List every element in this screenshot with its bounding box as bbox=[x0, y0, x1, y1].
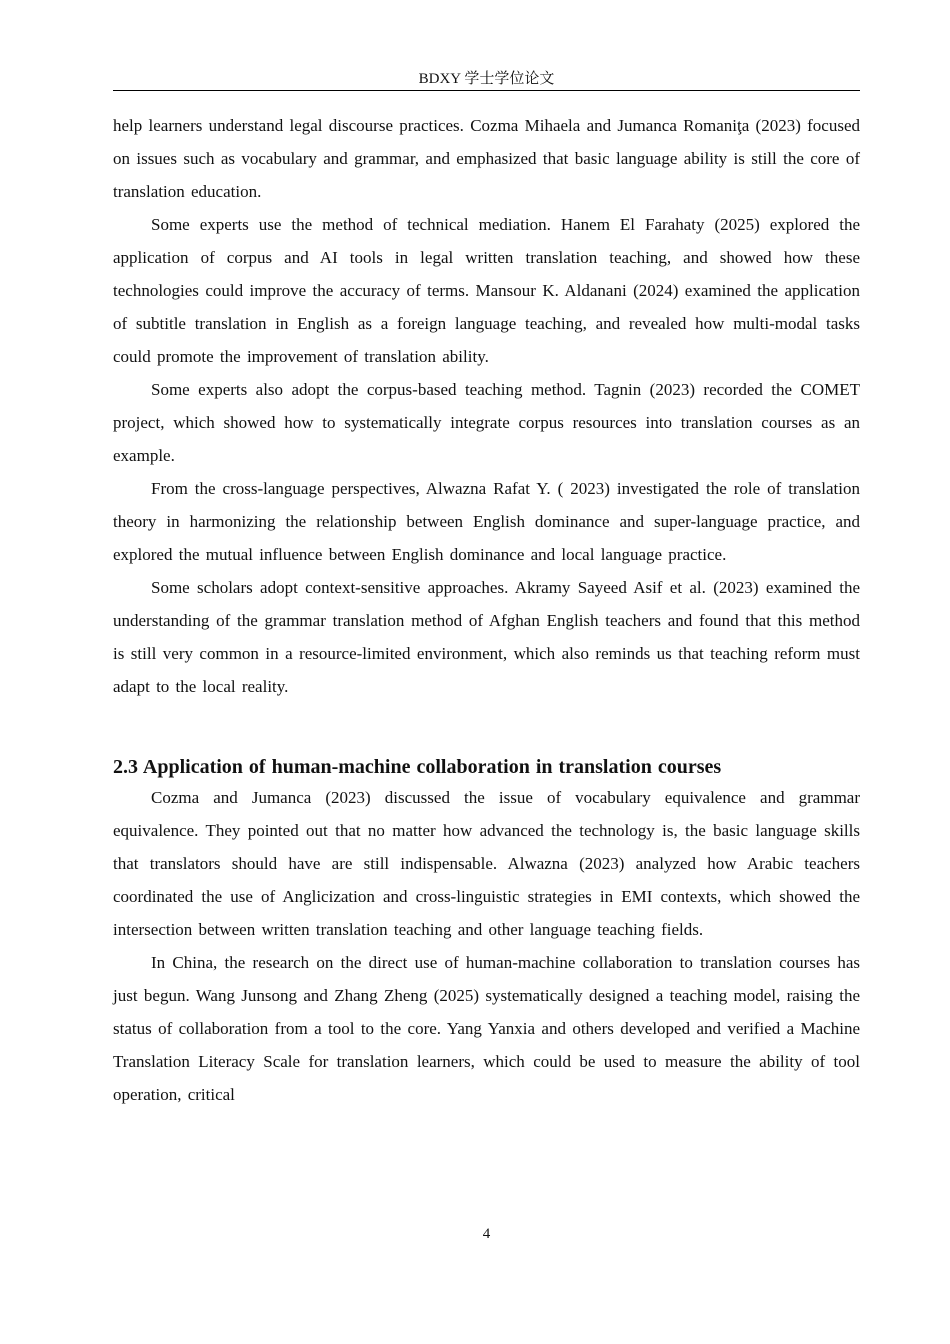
section-heading: 2.3 Application of human-machine collaboration in translation courses bbox=[113, 756, 722, 778]
body-text bbox=[113, 109, 860, 1111]
paragraph-context-sensitive: Some scholars adopt context-sensitive approaches. Akramy Sayeed Asif et al. (2023) examined the understanding of the grammar translation method of Afghan English teachers and found that this method is still very common in a resource-limited environment, which also reminds us that teaching reform must adapt to the local reality. bbox=[113, 578, 860, 696]
paragraph-continued: help learners understand legal discourse practices. Cozma Mihaela and Jumanca Romaniţa (2023) focused on issues such as vocabulary and grammar, and emphasized that basic language ability is still the core of translation education. bbox=[113, 116, 860, 201]
paragraph-equivalence: Cozma and Jumanca (2023) discussed the issue of vocabulary equivalence and grammar equivalence. They pointed out that no matter how advanced the technology is, the basic language skills that translators should have are still indispensable. Alwazna (2023) analyzed how Arabic teachers coordinated the use of Anglicization and cross-linguistic strategies in EMI contexts, which showed the intersection between written translation teaching and other language teaching fields. bbox=[113, 788, 860, 939]
paragraph-china-research: In China, the research on the direct use of human-machine collaboration to translation courses has just begun. Wang Junsong and Zhang Zheng (2025) systematically designed a teaching model, raising the status of collaboration from a tool to the core. Yang Yanxia and others developed and verified a Machine Translation Literacy Scale for translation learners, which could be used to measure the ability of tool operation, critical bbox=[113, 953, 860, 1104]
paragraph-technical-mediation: Some experts use the method of technical mediation. Hanem El Farahaty (2025) explored the application of corpus and AI tools in legal written translation teaching, and showed how these technologies could improve the accuracy of terms. Mansour K. Aldanani (2024) examined the application of subtitle translation in English as a foreign language teaching, and revealed how multi-modal tasks could promote the improvement of translation ability. bbox=[113, 215, 860, 366]
paragraph-corpus-based: Some experts also adopt the corpus-based teaching method. Tagnin (2023) recorded the COMET project, which showed how to systematically integrate corpus resources into translation courses as an example. bbox=[113, 380, 860, 465]
header-rule bbox=[113, 90, 860, 91]
page-number: 4 bbox=[482, 1226, 491, 1242]
paragraph-cross-language: From the cross-language perspectives, Alwazna Rafat Y. ( 2023) investigated the role of translation theory in harmonizing the relationship between English dominance and super-language practice, and explored the mutual influence between English dominance and local language practice. bbox=[113, 479, 860, 564]
running-header: BDXY 学士学位论文 bbox=[418, 71, 555, 87]
